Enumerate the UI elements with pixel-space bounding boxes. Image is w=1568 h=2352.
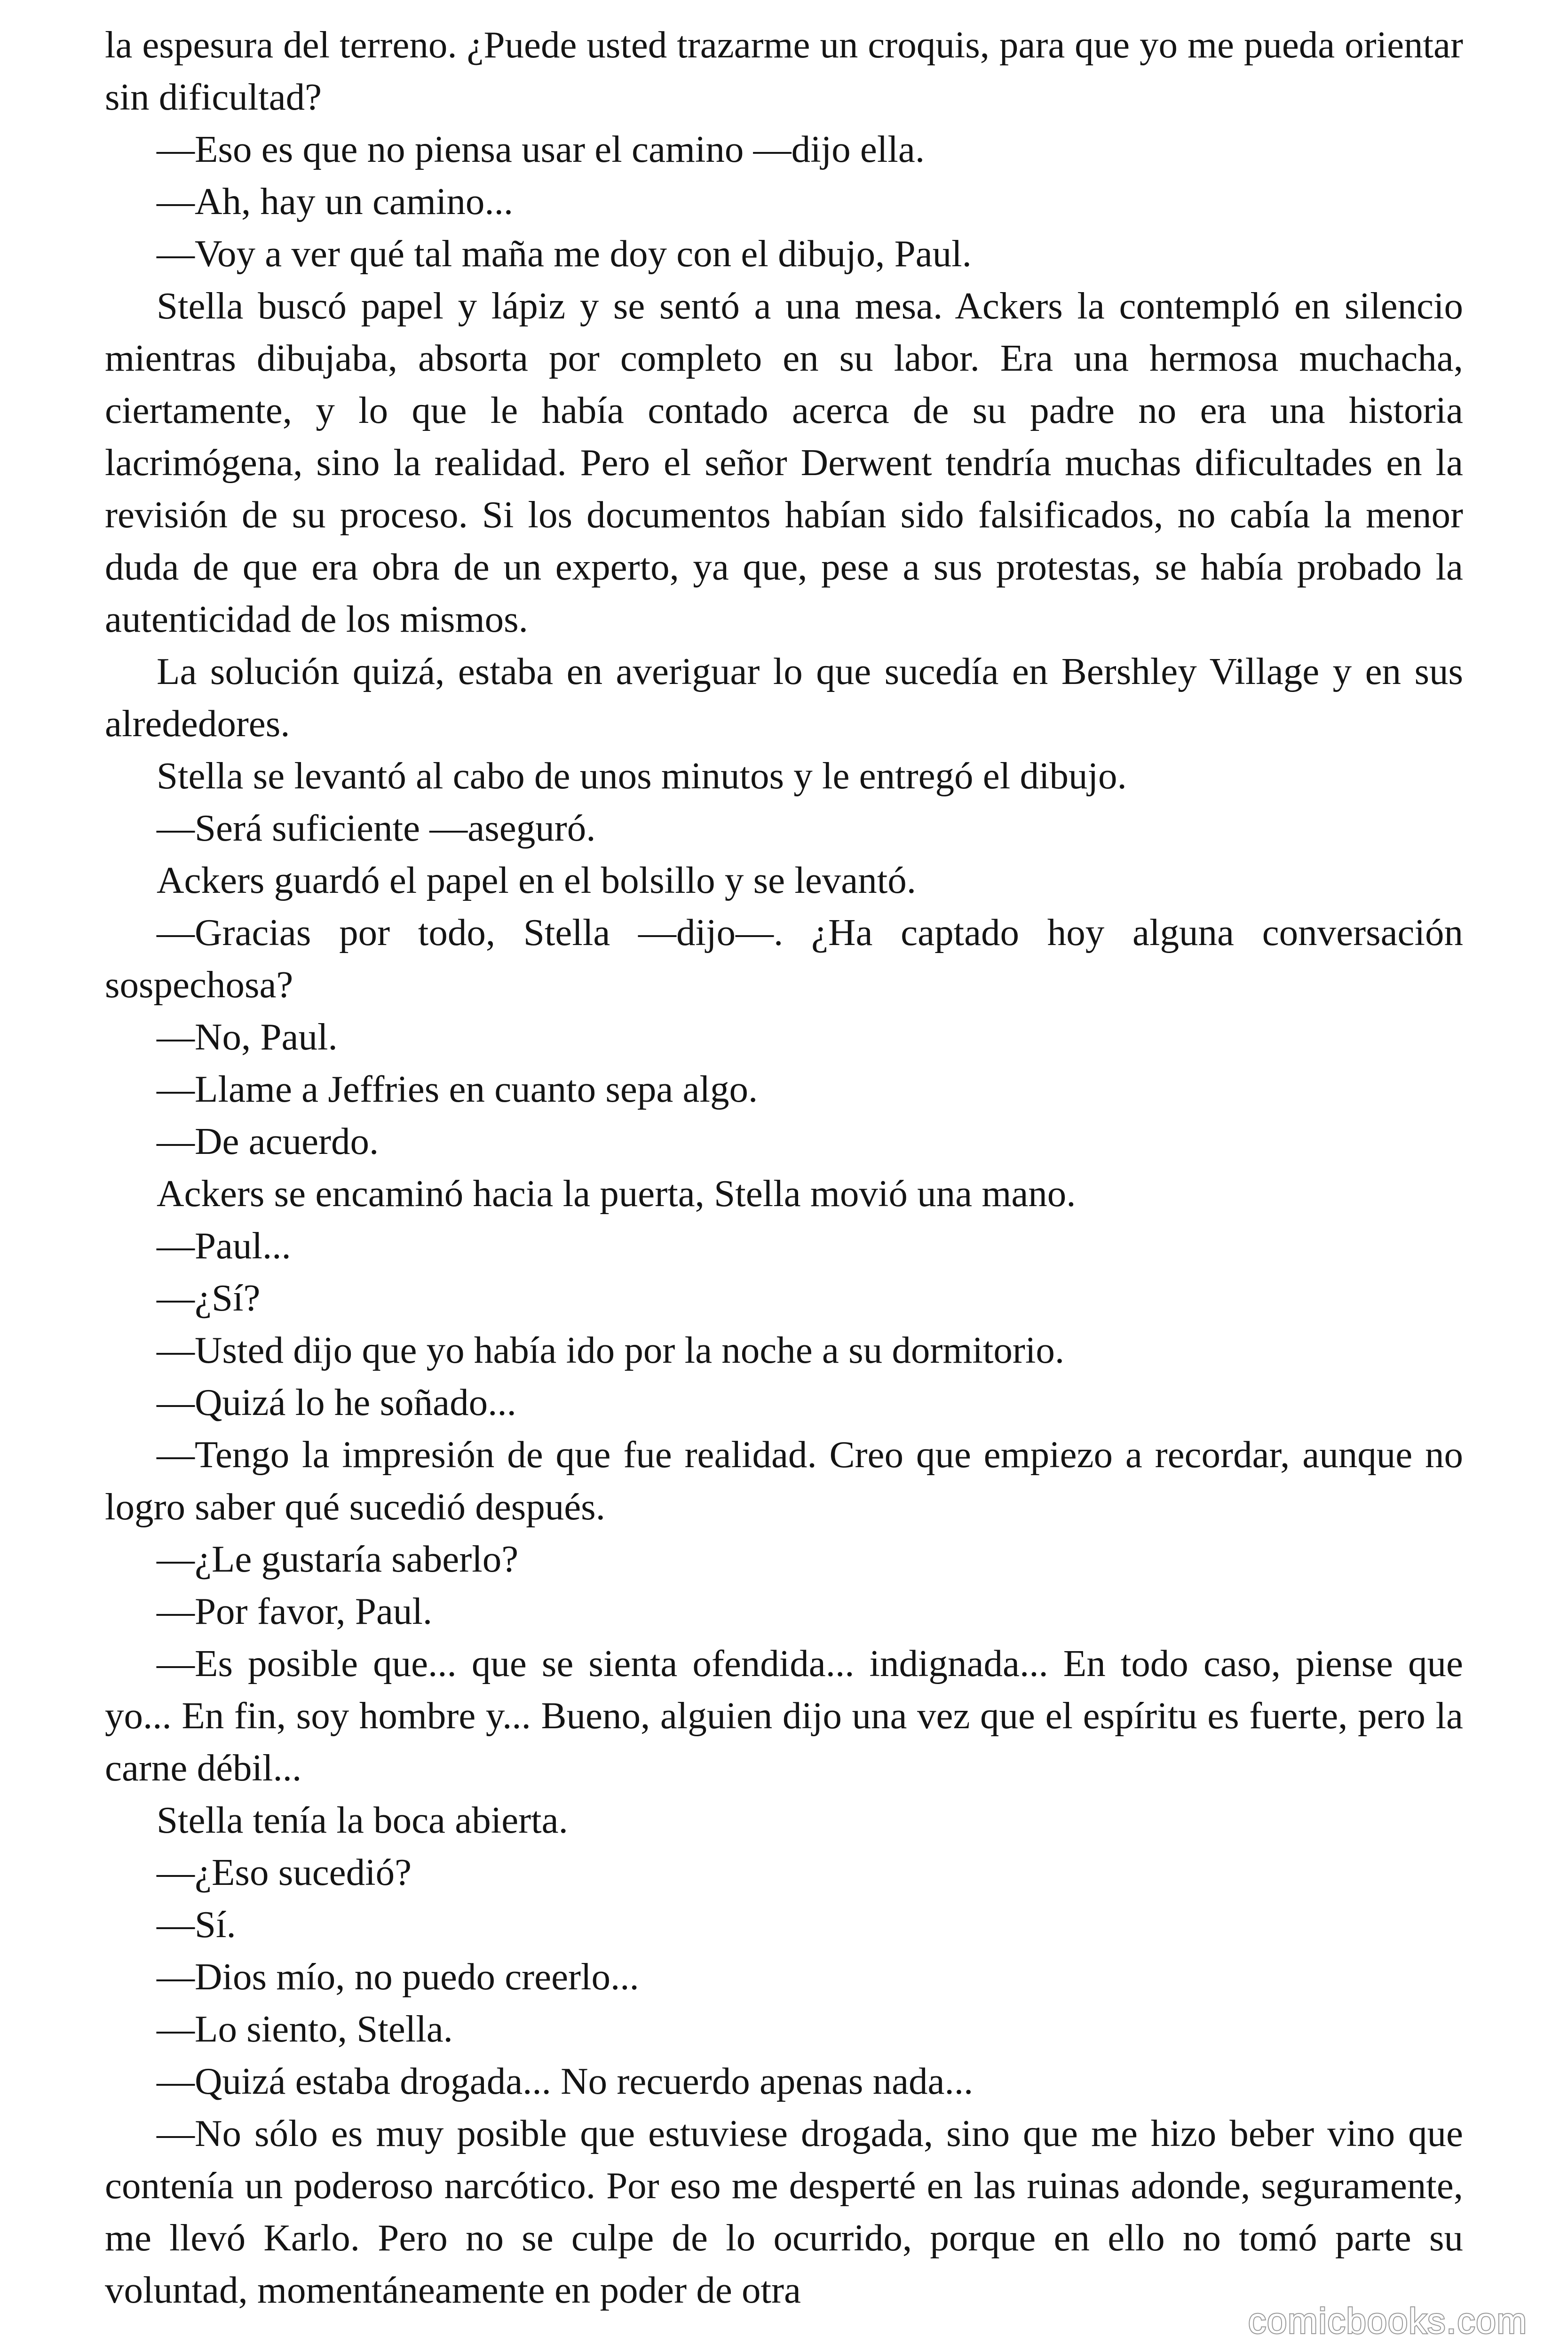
paragraph: —Lo siento, Stella. — [157, 2008, 453, 2050]
paragraph: —Usted dijo que yo había ido por la noche a su dormitorio. — [157, 1329, 1065, 1371]
paragraph: Stella tenía la boca abierta. — [157, 1799, 568, 1841]
paragraph: —Gracias por todo, Stella —dijo—. ¿Ha captado hoy alguna conversación sospechosa? — [105, 911, 1463, 1006]
paragraph: La solución quizá, estaba en averiguar lo que sucedía en Bershley Village y en sus alrededores. — [105, 650, 1463, 745]
paragraph: —Dios mío, no puedo creerlo... — [157, 1955, 639, 1998]
paragraph: —Eso es que no piensa usar el camino —dijo ella. — [157, 128, 925, 170]
paragraph: —Paul... — [157, 1224, 291, 1267]
paragraph: —De acuerdo. — [157, 1120, 379, 1162]
paragraph: Stella se levantó al cabo de unos minutos y le entregó el dibujo. — [157, 755, 1127, 797]
paragraph: —Sí. — [157, 1903, 236, 1946]
page-text — [105, 19, 1463, 2316]
paragraph: —Tengo la impresión de que fue realidad. Creo que empiezo a recordar, aunque no logro saber qué sucedió después. — [105, 1433, 1463, 1528]
paragraph: Ackers guardó el papel en el bolsillo y se levantó. — [157, 859, 917, 901]
paragraph: —No, Paul. — [157, 1016, 338, 1058]
paragraph: Stella buscó papel y lápiz y se sentó a una mesa. Ackers la contempló en silencio mientras dibujaba, absorta por completo en su labor. Era una hermosa muchacha, ciertamente, y lo que le había contado acerca de su padre no era una historia lacrimógena, sino la realidad. Pero el señor Derwent tendría muchas dificultades en la revisión de su proceso. Si los documentos habían sido falsificados, no cabía la menor duda de que era obra de un experto, ya que, pese a sus protestas, se había probado la autenticidad de los mismos. — [105, 285, 1463, 640]
paragraph: —Quizá lo he soñado... — [157, 1381, 516, 1423]
paragraph: —¿Le gustaría saberlo? — [157, 1538, 519, 1580]
paragraph: Ackers se encaminó hacia la puerta, Stella movió una mano. — [157, 1172, 1076, 1215]
paragraph: —Quizá estaba drogada... No recuerdo apenas nada... — [157, 2060, 974, 2102]
watermark: comicbooks.com — [1248, 2301, 1528, 2341]
paragraph: la espesura del terreno. ¿Puede usted trazarme un croquis, para que yo me pueda orientar sin dificultad? — [105, 24, 1463, 118]
paragraph: —No sólo es muy posible que estuviese drogada, sino que me hizo beber vino que contenía un poderoso narcótico. Por eso me desperté en las ruinas adonde, seguramente, me llevó Karlo. Pero no se culpe de lo ocurrido, porque en ello no tomó parte su voluntad, momentáneamente en poder de otra — [105, 2112, 1463, 2311]
paragraph: —Es posible que... que se sienta ofendida... indignada... En todo caso, piense que yo... En fin, soy hombre y... Bueno, alguien dijo una vez que el espíritu es fuerte, pero la carne débil... — [105, 1642, 1463, 1789]
paragraph: —Llame a Jeffries en cuanto sepa algo. — [157, 1068, 758, 1110]
paragraph: —Será suficiente —aseguró. — [157, 807, 596, 849]
paragraph: —Ah, hay un camino... — [157, 180, 514, 222]
paragraph: —Voy a ver qué tal maña me doy con el dibujo, Paul. — [157, 232, 972, 275]
paragraph: —¿Sí? — [157, 1277, 261, 1319]
paragraph: —¿Eso sucedió? — [157, 1851, 412, 1893]
paragraph: —Por favor, Paul. — [157, 1590, 433, 1632]
